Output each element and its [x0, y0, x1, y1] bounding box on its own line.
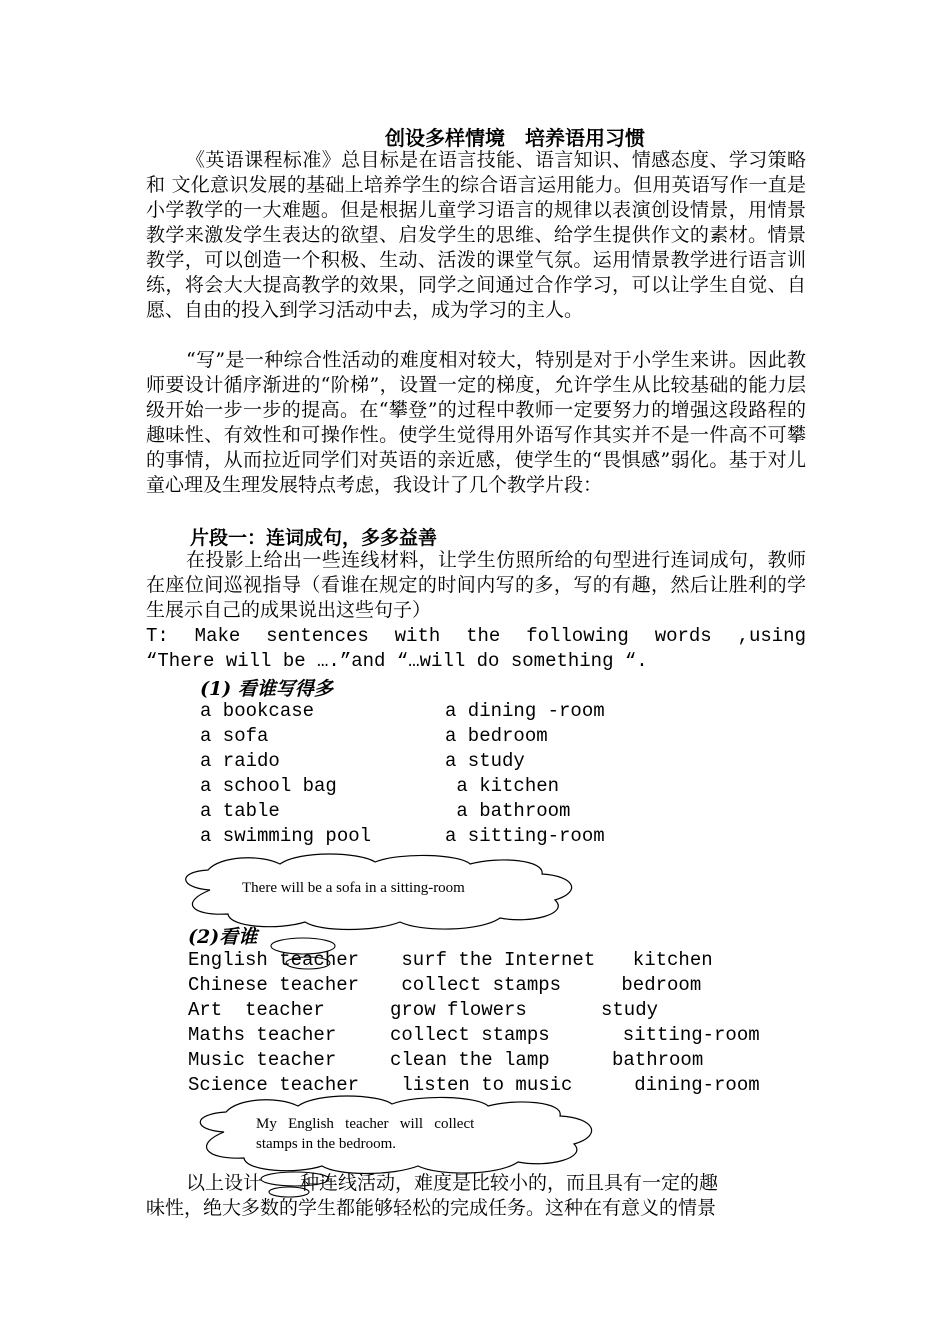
list1-left: a school bag: [200, 775, 337, 797]
list1-left: a table: [200, 800, 280, 822]
list2-room: kitchen: [610, 949, 713, 971]
cloud-shape-icon: [186, 1092, 606, 1176]
list2-teacher: Maths teacher: [188, 1024, 337, 1046]
speech-cloud-1: [170, 852, 590, 932]
list2-teacher: Chinese teacher: [188, 974, 360, 996]
list2-room: dining-room: [600, 1074, 760, 1096]
cloud-tail-icon: [255, 1170, 335, 1200]
list1-right: a bathroom: [445, 800, 571, 822]
list2-teacher: English teacher: [188, 949, 360, 971]
list1-right: a dining -room: [445, 700, 605, 722]
page-title: 创设多样情境 培养语用习惯: [385, 126, 645, 150]
list2-room: study: [601, 999, 659, 1021]
paragraph-summary-line-1: 以上设计 种连线活动，难度是比较小的，而且具有一定的趣: [186, 1172, 719, 1194]
list2-activity: listen to music: [390, 1074, 573, 1096]
cloud-2-text-line-2: stamps in the bedroom.: [256, 1136, 396, 1152]
speech-cloud-2: [186, 1092, 606, 1176]
list2-activity: surf the Internet: [390, 949, 596, 971]
list1-right: a kitchen: [445, 775, 560, 797]
paragraph-writing: “写”是一种综合性活动的难度相对较大，特别是对于小学生来讲。因此教师要设计循序渐进的“阶梯”，设置一定的梯度，允许学生从比较基础的能力层级开始一步一步的提高。在“攀登”的过程中教师一定要努力的增强这段路程的趣味性、有效性和可操作性。使学生觉得用外语写作其实并不是一件高不可攀的事情，从而拉近同学们对英语的亲近感，使学生的“畏惧感”弱化。基于对儿童心理及生理发展特点考虑，我设计了几个教学片段：: [146, 349, 806, 496]
list2-room: bedroom: [610, 974, 702, 996]
list1-right: a study: [445, 750, 525, 772]
list1-left: a bookcase: [200, 700, 315, 722]
list1-right: a sitting-room: [445, 825, 605, 847]
list1-left: a raido: [200, 750, 280, 772]
cloud-1-text: There will be a sofa in a sitting-room: [242, 880, 465, 896]
subheading-1: (1) 看谁写得多: [200, 678, 333, 700]
list1-left: a swimming pool: [200, 825, 372, 847]
list2-teacher: Art teacher: [188, 999, 325, 1021]
instruction-line-1: T: Make sentences with the following words ,using: [146, 625, 806, 647]
list2-activity: clean the lamp: [390, 1049, 550, 1071]
cloud-2-tail: [255, 1170, 335, 1200]
list1-left: a sofa: [200, 725, 269, 747]
instruction-line-2: “There will be ….”and “…will do something “.: [146, 650, 648, 672]
paragraph-summary-line-2: 味性，绝大多数的学生都能够轻松的完成任务。这种在有意义的情景: [146, 1197, 717, 1219]
subheading-2: (2)看谁: [188, 926, 258, 948]
list2-activity: grow flowers: [390, 999, 527, 1021]
paragraph-intro: 《英语课程标准》总目标是在语言技能、语言知识、情感态度、学习策略和 文化意识发展的基础上培养学生的综合语言运用能力。但用英语写作一直是小学教学的一大难题。但是根据儿童学习语言的规律以表演创设情景，用情景教学来激发学生表达的欲望、启发学生的思维、给学生提供作文的素材。情景教学，可以创造一个积极、生动、活泼的课堂气氛。运用情景教学进行语言训练，将会大大提高教学的效果，同学之间通过合作学习，可以让学生自觉、自愿、自由的投入到学习活动中去，成为学习的主人。: [146, 149, 806, 321]
list2-room: sitting-room: [600, 1024, 760, 1046]
paragraph-activity: 在投影上给出一些连线材料，让学生仿照所给的句型进行连词成句，教师在座位间巡视指导（看谁在规定的时间内写的多，写的有趣，然后让胜利的学生展示自己的成果说出这些句子）: [146, 549, 806, 621]
list2-activity: collect stamps: [390, 1024, 550, 1046]
list2-teacher: Music teacher: [188, 1049, 337, 1071]
list1-right: a bedroom: [445, 725, 548, 747]
section-heading-1: 片段一：连词成句，多多益善: [190, 527, 438, 549]
cloud-2-text-line-1: My English teacher will collect: [256, 1116, 475, 1132]
list2-teacher: Science teacher: [188, 1074, 360, 1096]
list2-room: bathroom: [612, 1049, 704, 1071]
list2-activity: collect stamps: [390, 974, 562, 996]
